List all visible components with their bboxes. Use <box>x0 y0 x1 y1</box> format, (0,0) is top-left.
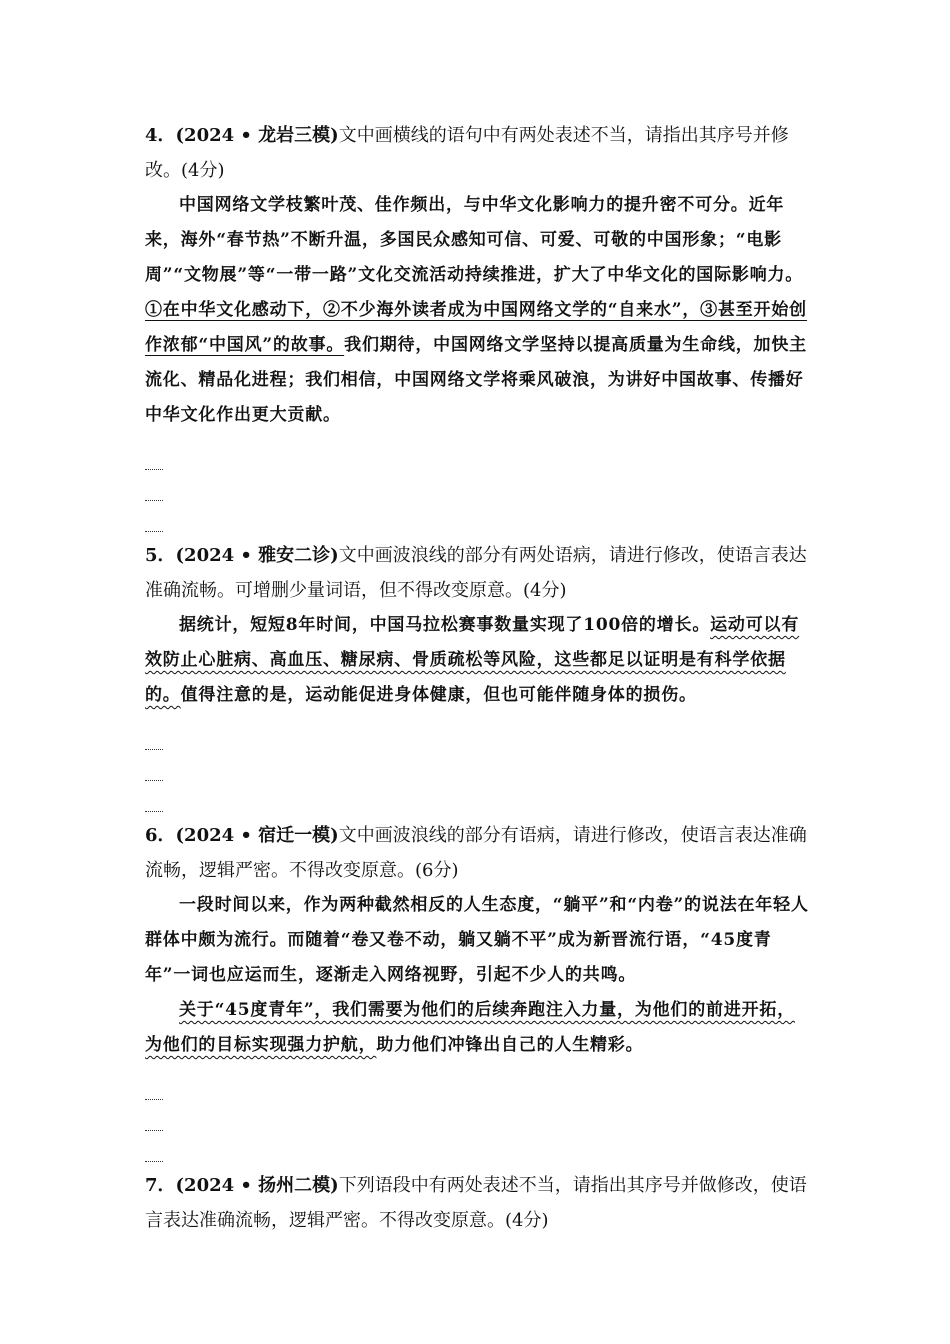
question-6-prompt <box>145 818 810 888</box>
question-5-number: 5． <box>145 545 176 566</box>
question-6-passage-2: 关于“45度青年”，我们需要为他们的后续奔跑注入力量，为他们的前进开拓，为他们的目标实现强力护航，助力他们冲锋出自己的人生精彩。 <box>145 1000 796 1055</box>
question-5-prompt <box>145 538 810 608</box>
answer-blank[interactable] <box>145 1131 163 1162</box>
question-5-source: (2024 • 雅安二诊) <box>175 545 339 566</box>
question-7-number: 7． <box>145 1175 176 1196</box>
question-7-source: (2024 • 扬州二模) <box>175 1175 339 1196</box>
answer-blank[interactable] <box>145 1100 163 1131</box>
question-6-source: (2024 • 宿迁一模) <box>175 825 339 846</box>
question-7-text: 下列语段中有两处表述不当，请指出其序号并做修改，使语言表达准确流畅，逻辑严密。不得改变原意。(4分) <box>145 1175 807 1231</box>
answer-blank[interactable] <box>145 781 163 812</box>
question-4-source: (2024 • 龙岩三模) <box>175 125 339 146</box>
document-page <box>145 118 810 1238</box>
question-5-passage: 据统计，短短8年时间，中国马拉松赛事数量实现了100倍的增长。运动可以有效防止心脏病、高血压、糖尿病、骨质疏松等风险，这些都足以证明是有科学依据的。值得注意的是，运动能促进身体健康，但也可能伴随身体的损伤。 <box>145 615 800 705</box>
answer-blank[interactable] <box>145 470 163 501</box>
question-6-number: 6． <box>145 825 176 846</box>
answer-blank[interactable] <box>145 1069 163 1100</box>
question-4-number: 4． <box>145 125 176 146</box>
answer-blank[interactable] <box>145 439 163 470</box>
question-6-passage-1: 一段时间以来，作为两种截然相反的人生态度，“躺平”和“内卷”的说法在年轻人群体中颇为流行。而随着“卷又卷不动，躺又躺不平”成为新晋流行语，“45度青年”一词也应运而生，逐渐走入网络视野，引起不少人的共鸣。 <box>145 895 809 985</box>
answer-blank[interactable] <box>145 501 163 532</box>
question-6-text: 文中画波浪线的部分有语病，请进行修改，使语言表达准确流畅，逻辑严密。不得改变原意。(6分) <box>145 825 807 881</box>
question-4-text: 文中画横线的语句中有两处表述不当，请指出其序号并修改。(4分) <box>145 125 789 181</box>
wavy-underlined-sentence: 运动可以有效防止心脏病、高血压、糖尿病、骨质疏松等风险，这些都足以证明是有科学依据的。 <box>145 615 800 705</box>
answer-blank[interactable] <box>145 719 163 750</box>
question-5-text: 文中画波浪线的部分有两处语病，请进行修改，使语言表达准确流畅。可增删少量词语，但不得改变原意。(4分) <box>145 545 807 601</box>
question-4-passage: 中国网络文学枝繁叶茂、佳作频出，与中华文化影响力的提升密不可分。近年来，海外“春节热”不断升温，多国民众感知可信、可爱、可敬的中国形象；“电影周”“文物展”等“一带一路”文化交流活动持续推进，扩大了中华文化的国际影响力。①在中华文化感动下，②不少海外读者成为中国网络文学的“自来水”，③甚至开始创作浓郁“中国风”的故事。我们期待，中国网络文学坚持以提高质量为生命线，加快主流化、精品化进程；我们相信，中国网络文学将乘风破浪，为讲好中国故事、传播好中华文化作出更大贡献。 <box>145 195 807 425</box>
answer-blank[interactable] <box>145 750 163 781</box>
question-7-prompt <box>145 1168 810 1238</box>
wavy-underlined-sentence: 关于“45度青年”，我们需要为他们的后续奔跑注入力量，为他们的前进开拓，为他们的目标实现强力护航， <box>145 1000 796 1055</box>
underlined-sentence: ①在中华文化感动下，②不少海外读者成为中国网络文学的“自来水”，③甚至开始创作浓郁“中国风”的故事。 <box>145 300 807 355</box>
question-4-prompt <box>145 118 810 188</box>
